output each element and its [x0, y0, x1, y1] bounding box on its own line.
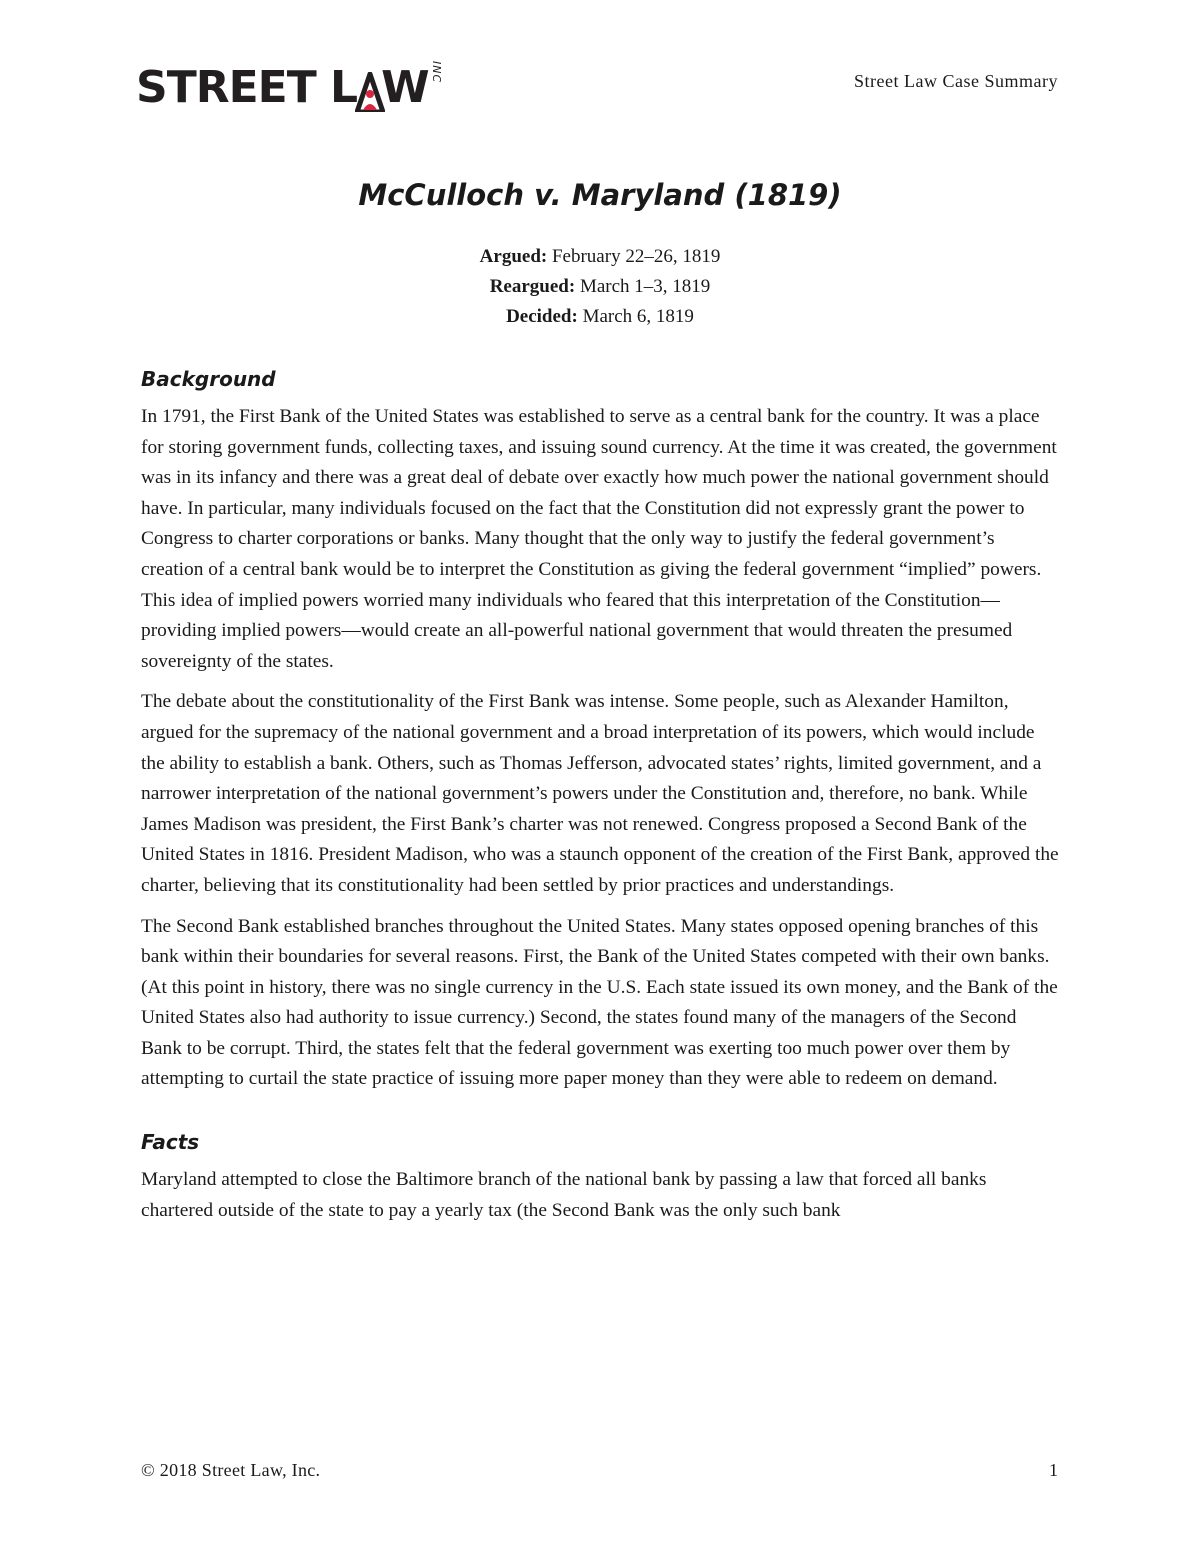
- section-spacer: [141, 1105, 1061, 1127]
- case-title: McCulloch v. Maryland (1819): [358, 178, 842, 212]
- decided-value: March 6, 1819: [582, 306, 694, 327]
- document-body: [141, 364, 1061, 1236]
- argued-value: February 22–26, 1819: [551, 246, 721, 267]
- background-paragraph: The Second Bank established branches throughout the United States. Many states opposed opening branches of this bank within their boundaries for several reasons. First, the Bank of the United States competed with their own banks. (At this point in history, there was no single currency in the U.S. Each state issued its own money, and the Bank of the United States also had authority to issue currency.) Second, the states found many of the managers of the Second Bank to be corrupt. Third, the states felt that the federal government was exerting too much power over them by attempting to curtail the state practice of issuing more paper money than they were able to redeem on demand.: [141, 915, 1058, 1090]
- reargued-value: March 1–3, 1819: [579, 276, 711, 297]
- background-paragraph: In 1791, the First Bank of the United States was established to serve as a central bank for the country. It was a place for storing government funds, collecting taxes, and issuing sound currency. At the time it was created, the government was in its infancy and there was a great deal of debate over exactly how much power the national government should have. In particular, many individuals focused on the fact that the Constitution did not expressly grant the power to Congress to charter corporations or banks. Many thought that the only way to justify the federal government’s creation of a central bank would be to interpret the Constitution as giving the federal government “implied” powers. This idea of implied powers worried many individuals who feared that this interpretation of the Constitution—providing implied powers—would create an all-powerful national government that would threaten the presumed sovereignty of the states.: [141, 406, 1057, 672]
- page-number: 1: [1049, 1460, 1058, 1480]
- decided-label: Decided:: [506, 306, 578, 327]
- background-heading: Background: [141, 367, 276, 391]
- facts-paragraph: Maryland attempted to close the Baltimore branch of the national bank by passing a law that forced all banks chartered outside of the state to pay a yearly tax (the Second Bank was the only such bank: [141, 1169, 987, 1221]
- argued-label: Argued:: [479, 246, 548, 267]
- street-law-logo: [136, 60, 451, 113]
- logo-inc: INC: [429, 61, 443, 84]
- decided-line: [0, 302, 1200, 332]
- case-dates: [0, 242, 1200, 332]
- logo-person-icon: [355, 72, 385, 112]
- logo-text-left: STREET L: [136, 62, 358, 113]
- reargued-label: Reargued:: [489, 276, 576, 297]
- logo-text-right: W: [381, 62, 429, 113]
- reargued-line: [0, 272, 1200, 302]
- footer-copyright: © 2018 Street Law, Inc.: [141, 1460, 321, 1480]
- argued-line: [0, 242, 1200, 272]
- background-paragraph: The debate about the constitutionality of the First Bank was intense. Some people, such as Alexander Hamilton, argued for the supremacy of the national government and a broad interpretation of its powers, which would include the ability to establish a bank. Others, such as Thomas Jefferson, advocated states’ rights, limited government, and a narrower interpretation of the national government’s powers under the Constitution and, therefore, no bank. While James Madison was president, the First Bank’s charter was not renewed. Congress proposed a Second Bank of the United States in 1816. President Madison, who was a staunch opponent of the creation of the First Bank, approved the charter, believing that its constitutionality had been settled by prior practices and understandings.: [141, 691, 1059, 896]
- facts-heading: Facts: [141, 1130, 200, 1155]
- document-type-label: Street Law Case Summary: [854, 71, 1058, 91]
